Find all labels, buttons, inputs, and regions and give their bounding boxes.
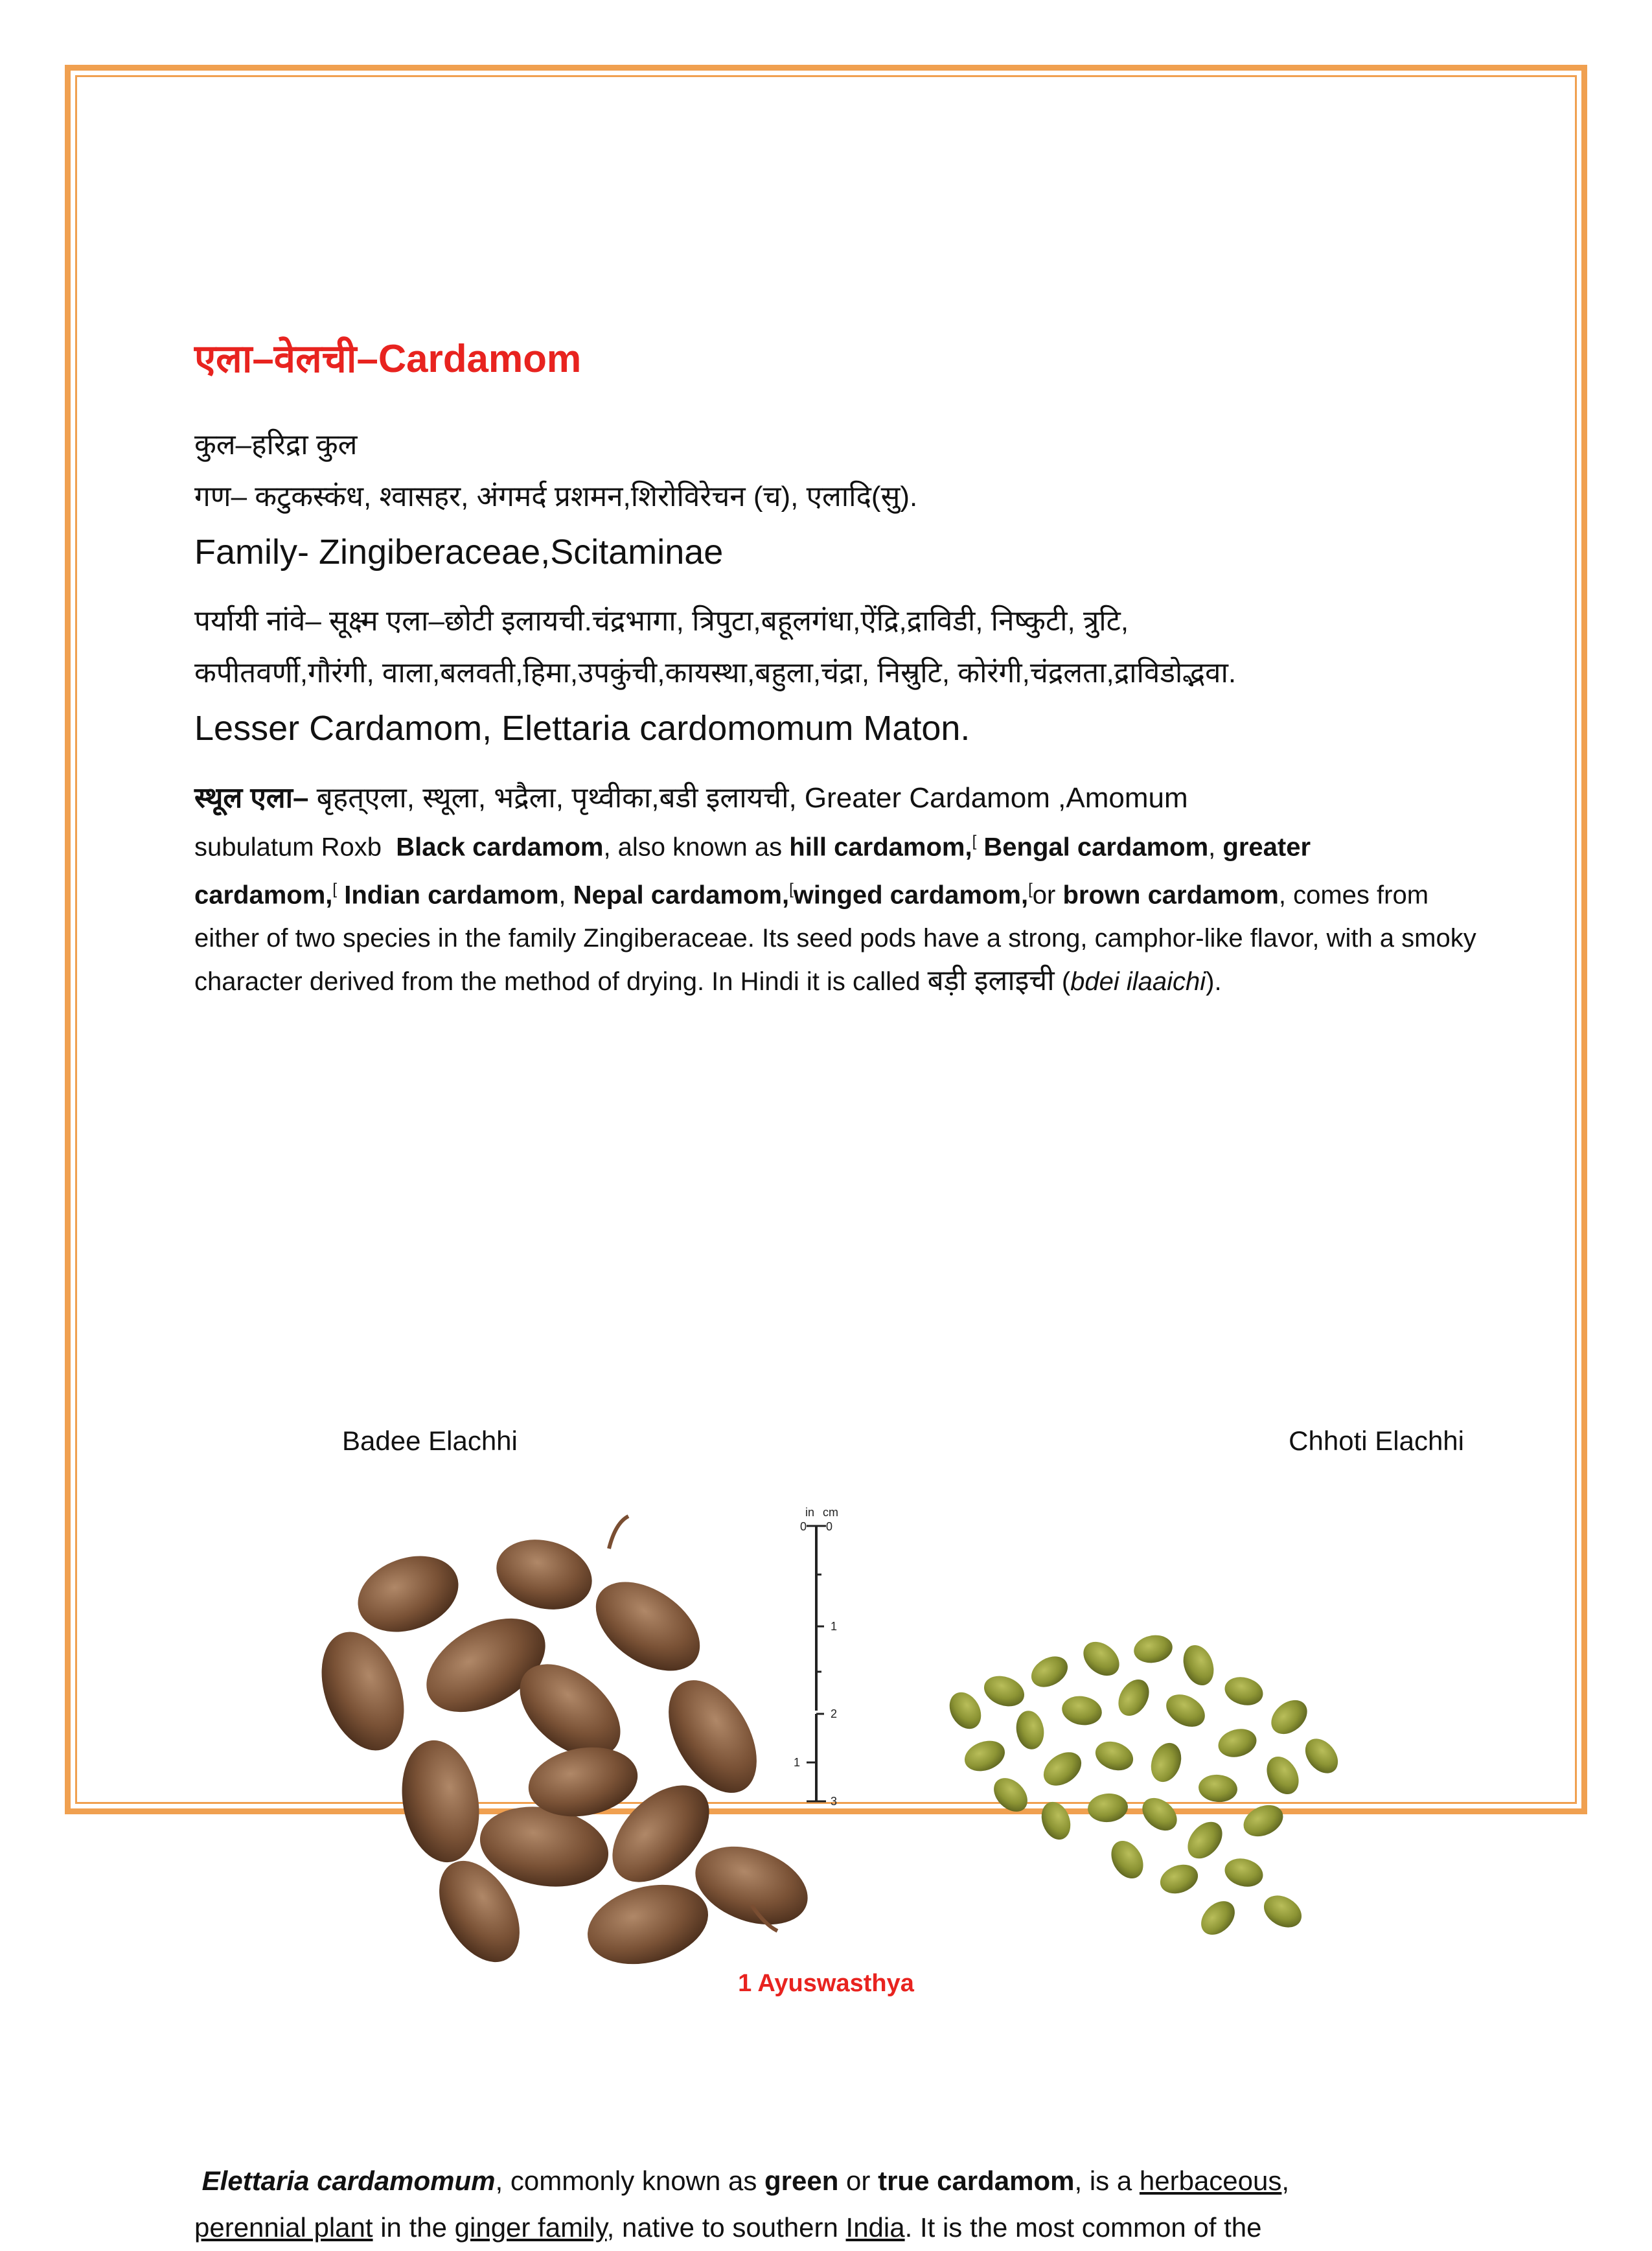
indian-cardamom: Indian cardamom [344,881,559,910]
synonyms-line-1: पर्यायी नांवे– सूक्ष्म एला–छोटी इलायची.चंद्रभागा, त्रिपुटा,बहूलगंधा,ऐंद्रि,द्राविडी, निष्कुटी, त्रुटि, [194,605,1129,637]
text-run: , native to southern [606,2212,846,2243]
text-run: , also known as [603,833,790,862]
scale-cm-0: 0 [826,1520,833,1533]
family-line: Family- Zingiberaceae,Scitaminae [194,533,724,571]
text-run: or [838,2165,878,2196]
text-run: , is a [1074,2165,1140,2196]
text-run: ( [1054,967,1071,996]
hindi-name: बड़ी इलाइची [927,964,1055,997]
sthul-english: Greater Cardamom ,Amomum [796,782,1188,814]
text-run: , comes from either of two species in the family Zingiberaceae. Its seed pods have a strong, camphor-like flavor, with a smoky character derived from the method of drying. In Hindi it is called [194,881,1476,996]
greater-word: greater [1222,833,1311,862]
text-run: , [558,881,573,910]
green-cardamom-photo [943,1632,1344,1941]
ginger-family-link[interactable]: ginger family [454,2212,607,2243]
text-run: . It is the most common of the [904,2212,1262,2243]
india-link[interactable]: India [845,2212,905,2243]
text-run: , commonly known as [495,2165,765,2196]
text-run: ). [1206,967,1222,996]
scale-unit-in: in [805,1506,815,1519]
green-word: green [764,2165,839,2196]
text-run: or [1032,881,1063,910]
kul-line: कुल–हरिद्रा कुल [194,429,358,461]
brown-cardamom: brown cardamom [1062,881,1279,910]
perennial-plant-link[interactable]: perennial plant [194,2212,373,2243]
scale-in-1: 1 [794,1756,801,1769]
gan-line: गण– कटुकस्कंध, श्वासहर, अंगमर्द प्रशमन,शिरोविरेचन (च), एलादि(सु). [194,481,918,513]
scale-cm-2: 2 [831,1707,838,1720]
winged-cardamom: winged cardamom, [793,881,1029,910]
hill-cardamom: hill cardamom, [789,833,972,862]
text-run: , [1281,2165,1290,2196]
transliteration: bdei ilaaichi [1070,967,1206,996]
page-footer: 1 Ayuswasthya [738,1970,914,1997]
text-run: , [1208,833,1223,862]
scale-in-0: 0 [800,1520,807,1533]
sthul-ela-paragraph: स्थूल एला– बृहत्एला, स्थूला, भद्रैला, पृथ्वीका,बडी इलायची, Greater Cardamom ,Amomum subulatum Roxb Black cardamom, also known as hill cardamom,[ Bengal cardamom, greater cardamom,[ Indian cardamom, Nepal cardamom,[winged cardamom,[or brown cardamom, comes from either of two species in the family Zingiberaceae. Its seed pods have a strong, camphor-like flavor, with a smoky character derived from the method of drying. In Hindi it is called बड़ी इलाइची (bdei ilaaichi). [194,782,1476,997]
greater-cardamom: cardamom, [194,881,333,910]
true-cardamom: true cardamom [878,2165,1075,2196]
nepal-cardamom: Nepal cardamom, [573,881,790,910]
caption-chhoti-elachhi: Chhoti Elachhi [1289,1426,1464,1456]
page-title: एला–वेलची–Cardamom [194,337,582,380]
black-cardamom-photo [306,1516,818,1977]
sthul-names: बृहत्एला, स्थूला, भद्रैला, पृथ्वीका,बडी इलायची, [308,782,797,814]
text-run: in the [373,2212,455,2243]
black-cardamom: Black cardamom [396,833,604,862]
caption-badee-elachhi: Badee Elachhi [342,1426,518,1456]
cardamom-photos [194,1497,1477,2015]
bengal-cardamom: Bengal cardamom [983,833,1209,862]
herbaceous-link[interactable]: herbaceous [1139,2165,1282,2196]
lesser-cardamom-line: Lesser Cardamom, Elettaria cardomomum Maton. [194,709,970,748]
measurement-scale [794,1506,838,1808]
sthul-label: स्थूल एला– [194,782,309,814]
scale-unit-cm: cm [823,1506,838,1519]
elettaria-paragraph [194,2158,1477,2251]
synonyms-line-2: कपीतवर्णी,गौरंगी, वाला,बलवती,हिमा,उपकुंची,कायस्था,बहुला,चंद्रा, निस्रुटि, कोरंगी,चंद्रलता,द्राविडोद्भवा. [194,657,1237,689]
cardamom-photo-svg [194,1497,1477,2015]
sthul-species: subulatum Roxb [194,833,382,862]
scale-cm-3: 3 [831,1795,838,1808]
scale-cm-1: 1 [831,1620,838,1633]
elettaria-species: Elettaria cardamomum [201,2165,496,2196]
